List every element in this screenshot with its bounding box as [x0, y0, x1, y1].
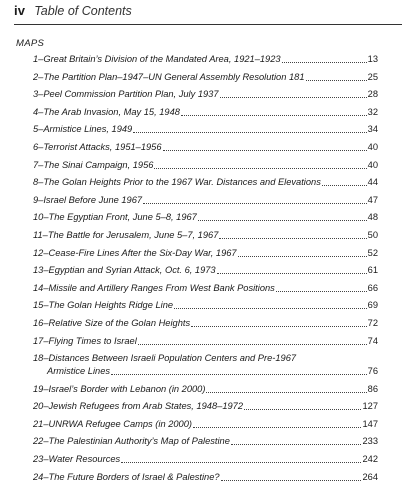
toc-entry[interactable]: [33, 124, 378, 135]
toc-entry[interactable]: [33, 454, 378, 465]
toc-entry-page: 50: [367, 229, 378, 240]
dot-leader: [133, 132, 366, 133]
dot-leader: [244, 409, 361, 410]
toc-entry-title: 19–Israel’s Border with Lebanon (in 2000): [33, 383, 206, 394]
dot-leader: [206, 392, 366, 393]
toc-entry-title: 22–The Palestinian Authority’s Map of Palestine: [33, 436, 230, 447]
toc-entry-page: 72: [367, 317, 378, 328]
toc-entry[interactable]: [33, 212, 378, 223]
toc-entry-title: 13–Egyptian and Syrian Attack, Oct. 6, 1973: [33, 265, 216, 276]
dot-leader: [238, 256, 367, 257]
toc-entry-page: 74: [367, 335, 378, 346]
toc-entry[interactable]: [33, 318, 378, 329]
toc-entry-page: 44: [367, 177, 378, 188]
toc-entry-title: 10–The Egyptian Front, June 5–8, 1967: [33, 212, 197, 223]
toc-entry[interactable]: [33, 300, 378, 311]
toc-entry-title: 1–Great Britain’s Division of the Mandated Area, 1921–1923: [33, 54, 281, 64]
toc-entry-page: 147: [362, 418, 378, 429]
section-heading: MAPS: [16, 38, 45, 49]
dot-leader: [276, 291, 367, 292]
toc-entry[interactable]: [33, 195, 378, 206]
dot-leader: [163, 150, 367, 151]
dot-leader: [174, 308, 367, 309]
toc-entry-page: 40: [367, 159, 378, 170]
toc-entry[interactable]: [33, 419, 378, 430]
toc-entry-title: 18–Distances Between Israeli Population Centers and Pre-1967: [33, 353, 297, 364]
dot-leader: [220, 97, 367, 98]
dot-leader: [181, 115, 367, 116]
toc-entry-page: 66: [367, 282, 378, 293]
toc-entry[interactable]: [33, 336, 378, 347]
toc-entry-title: 16–Relative Size of the Golan Heights: [33, 317, 191, 328]
toc-list: [33, 54, 378, 489]
dot-leader: [154, 168, 366, 169]
toc-entry-page: 61: [367, 265, 378, 276]
toc-entry-page: 242: [362, 454, 378, 465]
toc-entry-page: 76: [367, 366, 378, 377]
toc-entry-page: 52: [367, 247, 378, 258]
dot-leader: [143, 203, 367, 204]
toc-entry-page: 13: [367, 54, 378, 64]
toc-entry[interactable]: [33, 142, 378, 153]
dot-leader: [138, 344, 367, 345]
toc-entry[interactable]: [33, 472, 378, 483]
dot-leader: [219, 238, 366, 239]
toc-entry[interactable]: [33, 401, 378, 412]
dot-leader: [111, 374, 367, 375]
toc-entry-page: 28: [367, 89, 378, 100]
dot-leader: [121, 462, 361, 463]
toc-entry[interactable]: [33, 54, 378, 65]
toc-entry-title: 24–The Future Borders of Israel & Palestine?: [33, 471, 220, 482]
toc-entry-page: 34: [367, 124, 378, 135]
toc-entry-title: 17–Flying Times to Israel: [33, 335, 137, 346]
toc-entry[interactable]: [33, 353, 378, 377]
page-number: iv: [14, 3, 26, 18]
toc-entry-page: 25: [367, 71, 378, 82]
toc-entry-page: 264: [362, 471, 378, 482]
toc-entry-title: 8–The Golan Heights Prior to the 1967 War. Distances and Elevations: [33, 177, 321, 188]
toc-entry-page: 47: [367, 194, 378, 205]
page-title: Table of Contents: [34, 4, 132, 18]
dot-leader: [221, 480, 362, 481]
dot-leader: [306, 80, 367, 81]
dot-leader: [217, 273, 367, 274]
toc-entry-title: 20–Jewish Refugees from Arab States, 1948–1972: [33, 401, 244, 412]
toc-entry-title: 21–UNRWA Refugee Camps (in 2000): [33, 418, 192, 429]
toc-entry[interactable]: [33, 160, 378, 171]
page-header: [14, 3, 402, 25]
dot-leader: [191, 326, 367, 327]
toc-entry[interactable]: [33, 436, 378, 447]
toc-entry[interactable]: [33, 384, 378, 395]
toc-entry-page: 32: [367, 106, 378, 117]
dot-leader: [231, 444, 362, 445]
toc-entry[interactable]: [33, 107, 378, 118]
toc-entry[interactable]: [33, 177, 378, 188]
toc-entry-title: 15–The Golan Heights Ridge Line: [33, 300, 174, 311]
toc-entry[interactable]: [33, 89, 378, 100]
toc-entry-title: 14–Missile and Artillery Ranges From West Bank Positions: [33, 282, 275, 293]
toc-entry-title: 5–Armistice Lines, 1949: [33, 124, 133, 135]
toc-entry-title: 7–The Sinai Campaign, 1956: [33, 159, 154, 170]
toc-entry-title: 11–The Battle for Jerusalem, June 5–7, 1967: [33, 229, 219, 240]
toc-entry-title: 2–The Partition Plan–1947–UN General Assembly Resolution 181: [33, 71, 305, 82]
toc-entry[interactable]: [33, 283, 378, 294]
toc-entry-page: 69: [367, 300, 378, 311]
dot-leader: [282, 62, 367, 63]
toc-entry-title: 23–Water Resources: [33, 454, 121, 465]
toc-entry-title: 6–Terrorist Attacks, 1951–1956: [33, 141, 162, 152]
toc-entry-page: 48: [367, 212, 378, 223]
toc-entry-title: 3–Peel Commission Partition Plan, July 1937: [33, 89, 219, 100]
toc-entry-page: 233: [362, 436, 378, 447]
dot-leader: [322, 185, 367, 186]
dot-leader: [198, 220, 367, 221]
toc-entry[interactable]: [33, 72, 378, 83]
dot-leader: [193, 427, 361, 428]
toc-entry-title: 12–Cease-Fire Lines After the Six-Day War, 1967: [33, 247, 237, 258]
toc-entry-page: 86: [367, 383, 378, 394]
toc-entry-page: 127: [362, 401, 378, 412]
toc-entry-title-cont: Armistice Lines: [47, 366, 111, 377]
toc-entry-title: 9–Israel Before June 1967: [33, 194, 143, 205]
toc-entry[interactable]: [33, 265, 378, 276]
toc-entry-title: 4–The Arab Invasion, May 15, 1948: [33, 106, 180, 117]
toc-entry-page: 40: [367, 141, 378, 152]
toc-entry[interactable]: [33, 230, 378, 241]
toc-entry[interactable]: [33, 248, 378, 259]
